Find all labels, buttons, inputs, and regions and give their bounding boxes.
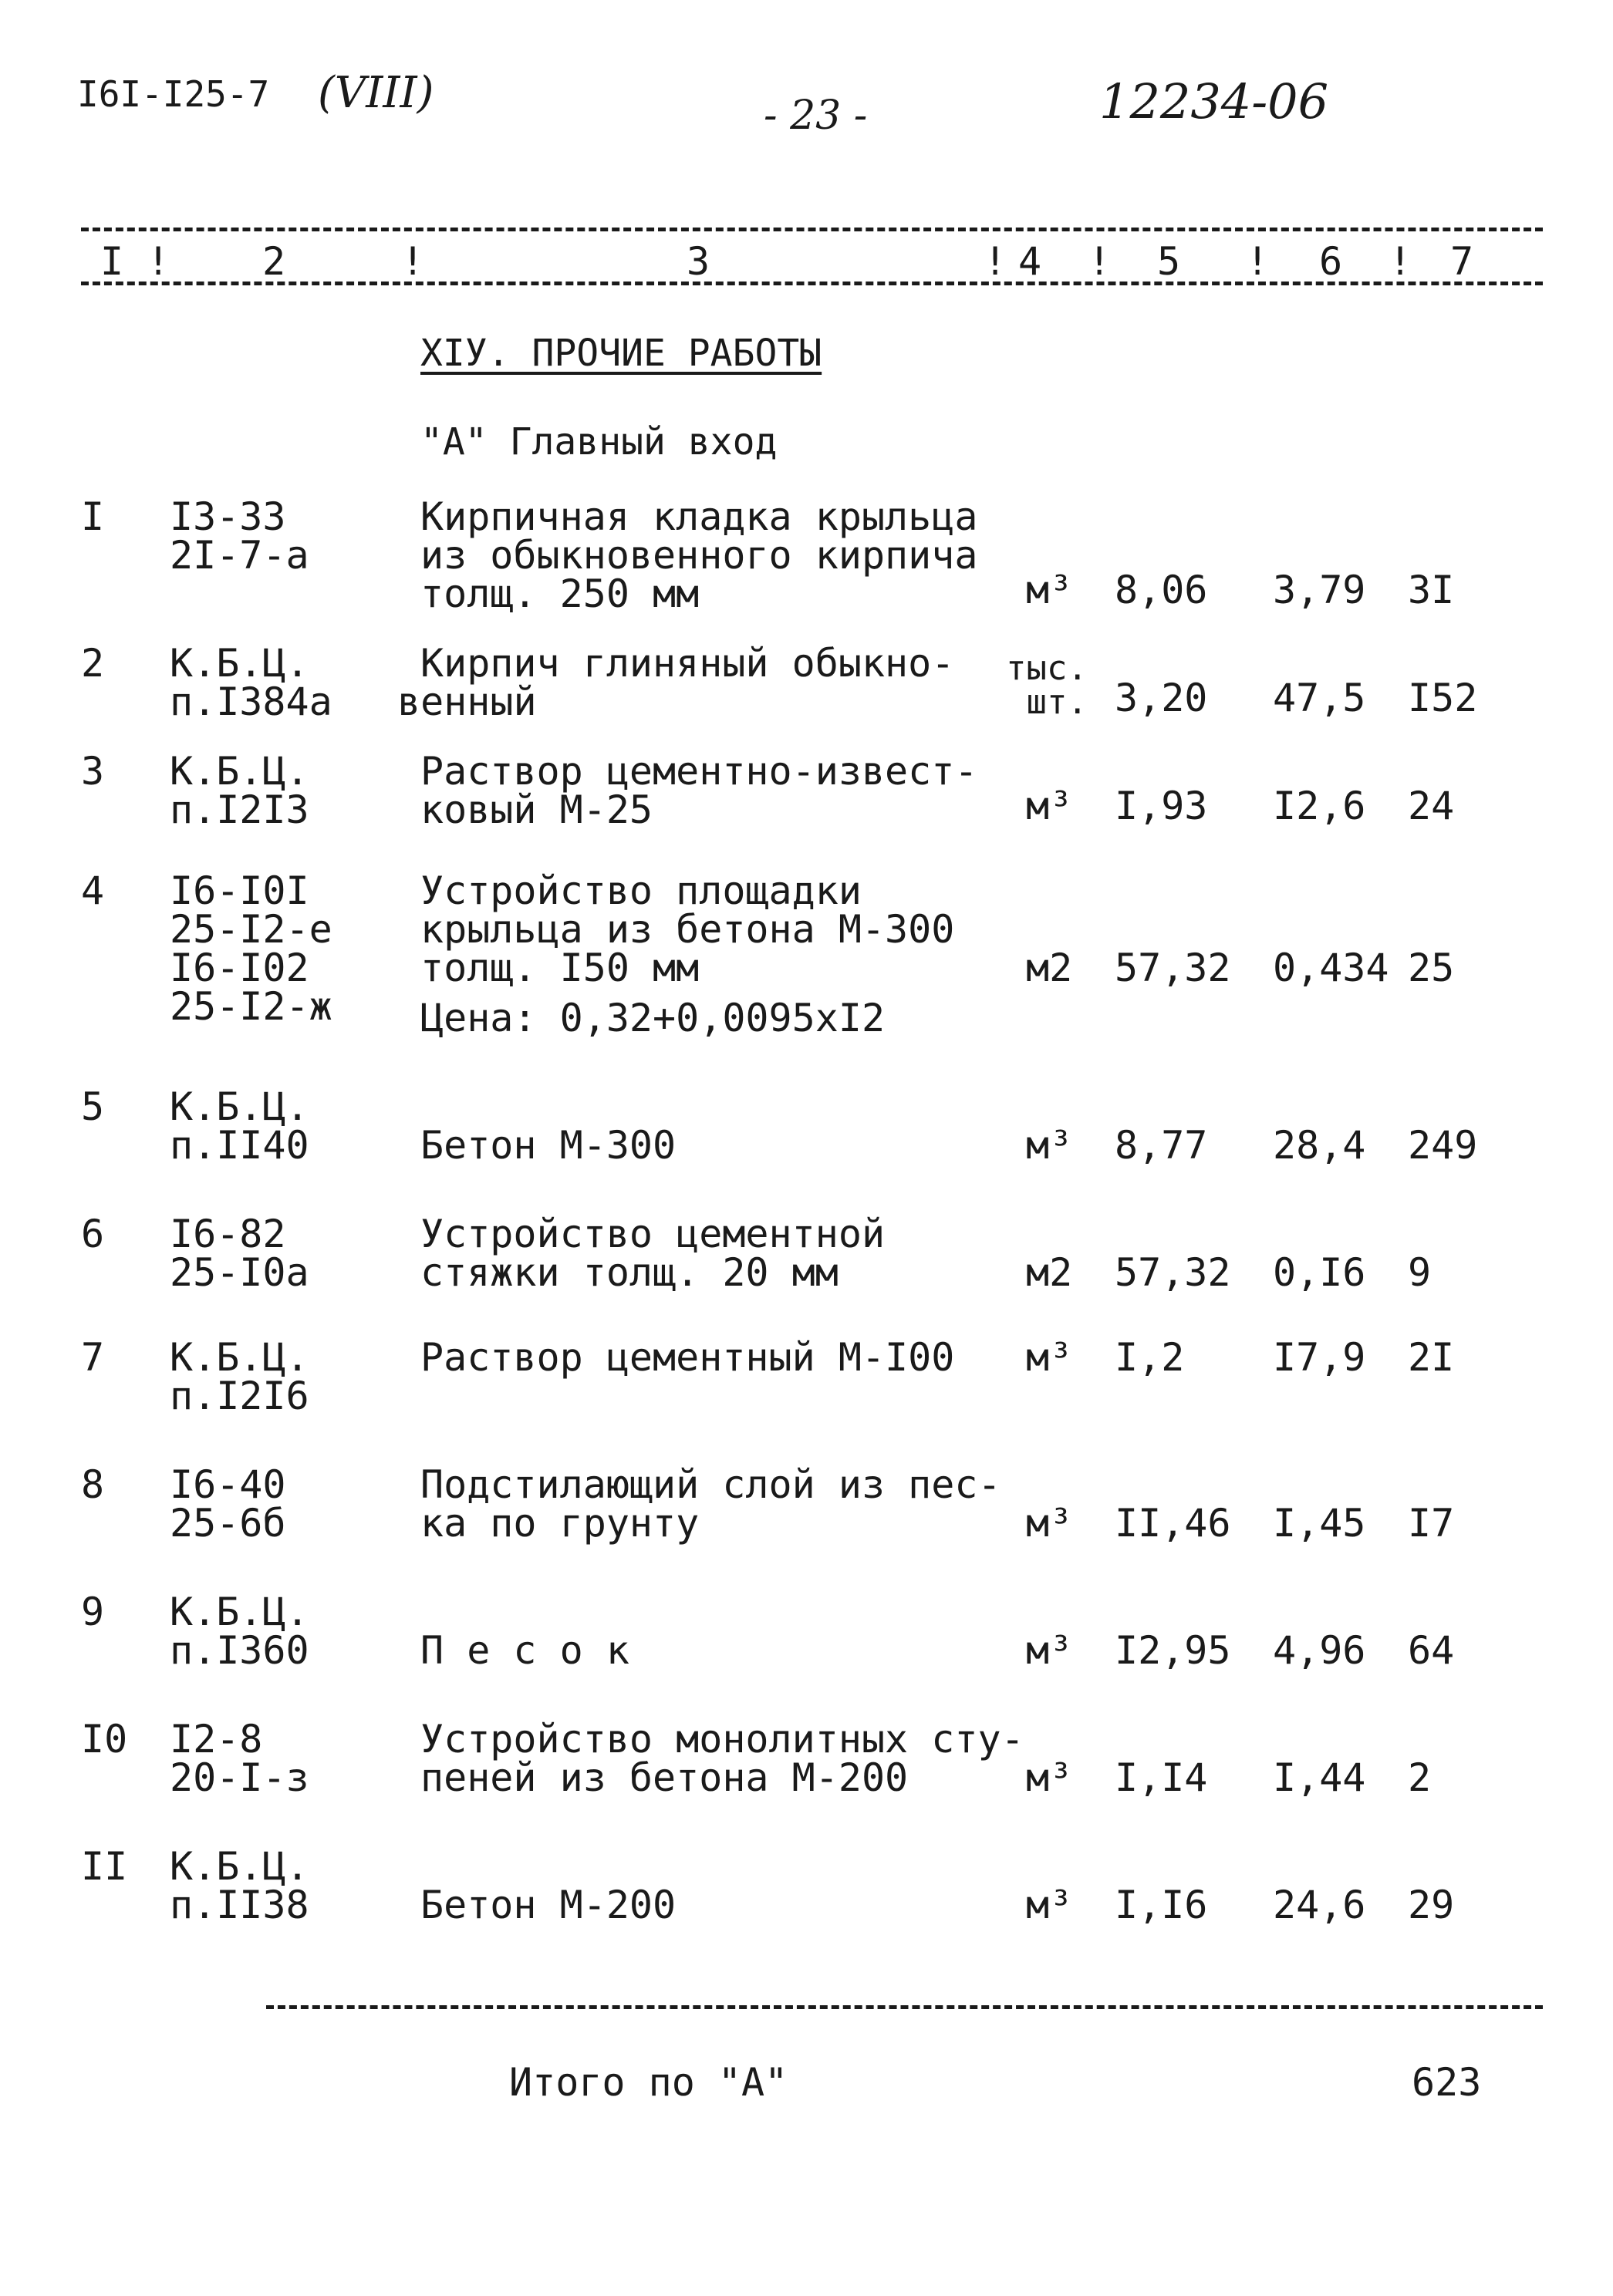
- row-quantity: 8,77: [1115, 1123, 1208, 1168]
- row-description: Устройство цементной стяжки толщ. 20 мм: [420, 1212, 886, 1295]
- row-total: 2I: [1408, 1335, 1455, 1380]
- row-quantity: I,I4: [1115, 1755, 1208, 1800]
- row-code: I6-I0I 25-I2-е I6-I02 25-I2-ж: [170, 868, 332, 1029]
- section-title: XIУ. ПРОЧИЕ РАБОТЫ: [420, 332, 822, 375]
- row-quantity: 3,20: [1115, 676, 1208, 720]
- document-code: I6I-I25-7: [77, 73, 270, 115]
- row-description: Устройство монолитных сту- пеней из бетона М-200: [420, 1717, 1024, 1800]
- row-number: 7: [81, 1335, 105, 1380]
- column-separator: !: [1389, 239, 1412, 284]
- row-total: 3I: [1408, 568, 1455, 612]
- row-unit-price: 3,79: [1273, 568, 1366, 612]
- row-number: 2: [81, 641, 105, 686]
- row-description: Бетон М-300: [420, 1123, 677, 1168]
- row-total: 9: [1408, 1250, 1432, 1295]
- row-description: Бетон М-200: [420, 1883, 677, 1927]
- row-unit-price: 24,6: [1273, 1883, 1366, 1927]
- column-number-6: 6: [1319, 239, 1343, 284]
- row-total: 2: [1408, 1755, 1432, 1800]
- page-number: - 23 -: [764, 93, 868, 139]
- row-unit: тыс. шт.: [1006, 649, 1088, 722]
- total-label: Итого по "А": [509, 2060, 788, 2105]
- row-quantity: I,93: [1115, 784, 1208, 828]
- column-number-2: 2: [262, 239, 286, 284]
- row-number: I0: [81, 1717, 128, 1762]
- row-total: 25: [1408, 946, 1455, 990]
- row-unit: м³: [1026, 1628, 1073, 1673]
- register-number: 12234-06: [1099, 73, 1329, 130]
- row-description: Раствор цементный М-I00: [420, 1335, 955, 1380]
- column-number-5: 5: [1157, 239, 1181, 284]
- row-unit-price: 4,96: [1273, 1628, 1366, 1673]
- row-description: П е с о к: [420, 1628, 629, 1673]
- column-separator: !: [984, 239, 1007, 284]
- row-description: Устройство площадки крыльца из бетона М-300 толщ. I50 мм: [420, 868, 955, 990]
- row-unit: м³: [1026, 1335, 1073, 1380]
- row-unit-price: 28,4: [1273, 1123, 1366, 1168]
- column-number-1: I: [100, 239, 124, 284]
- row-code: К.Б.Ц. п.II40: [170, 1084, 309, 1168]
- row-unit: м³: [1026, 568, 1073, 612]
- row-quantity: I,2: [1115, 1335, 1185, 1380]
- row-description: Кирпичная кладка крыльца из обыкновенного кирпича толщ. 250 мм: [420, 494, 978, 616]
- row-total: I7: [1408, 1501, 1455, 1546]
- column-separator: !: [1246, 239, 1270, 284]
- row-total: 64: [1408, 1628, 1455, 1673]
- row-quantity: I,I6: [1115, 1883, 1208, 1927]
- row-code: К.Б.Ц. п.I360: [170, 1590, 309, 1673]
- volume-mark: (VIII): [318, 68, 434, 118]
- row-number: 5: [81, 1084, 105, 1129]
- row-price-formula: Цена: 0,32+0,0095хI2: [420, 996, 886, 1040]
- row-quantity: 57,32: [1115, 946, 1231, 990]
- column-number-4: 4: [1018, 239, 1042, 284]
- row-total: I52: [1408, 676, 1478, 720]
- row-unit-price: I,44: [1273, 1755, 1366, 1800]
- row-quantity: 57,32: [1115, 1250, 1231, 1295]
- row-description: Раствор цементно-извест- ковый М-25: [420, 749, 978, 832]
- column-separator: !: [401, 239, 425, 284]
- row-code: I2-8 20-I-з: [170, 1717, 309, 1800]
- row-total: 29: [1408, 1883, 1455, 1927]
- grand-total: 623: [1412, 2060, 1482, 2105]
- row-unit: м³: [1026, 1755, 1073, 1800]
- header-top-rule: [81, 228, 1543, 231]
- row-unit-price: I2,6: [1273, 784, 1366, 828]
- row-unit: м2: [1026, 1250, 1073, 1295]
- row-number: 9: [81, 1590, 105, 1634]
- row-code: К.Б.Ц. п.I2I3: [170, 749, 309, 832]
- row-number: 6: [81, 1212, 105, 1256]
- column-separator: !: [147, 239, 170, 284]
- row-unit-price: I7,9: [1273, 1335, 1366, 1380]
- row-unit: м³: [1026, 1501, 1073, 1546]
- row-number: I: [81, 494, 105, 539]
- row-total: 249: [1408, 1123, 1478, 1168]
- column-number-3: 3: [687, 239, 710, 284]
- row-unit-price: 0,I6: [1273, 1250, 1366, 1295]
- row-unit-price: 47,5: [1273, 676, 1366, 720]
- row-code: К.Б.Ц. п.I2I6: [170, 1335, 309, 1418]
- total-separator-rule: [266, 2005, 1543, 2009]
- row-unit: м³: [1026, 1123, 1073, 1168]
- row-quantity: 8,06: [1115, 568, 1208, 612]
- row-unit-price: 0,434: [1273, 946, 1389, 990]
- row-number: 8: [81, 1462, 105, 1507]
- row-code: К.Б.Ц. п.II38: [170, 1844, 309, 1927]
- row-total: 24: [1408, 784, 1455, 828]
- subsection-title: "А" Главный вход: [420, 420, 778, 464]
- row-unit: м³: [1026, 1883, 1073, 1927]
- row-unit: м2: [1026, 946, 1073, 990]
- column-number-7: 7: [1450, 239, 1474, 284]
- row-code: К.Б.Ц. п.I384а: [170, 641, 332, 724]
- row-quantity: II,46: [1115, 1501, 1231, 1546]
- row-quantity: I2,95: [1115, 1628, 1231, 1673]
- row-unit: м³: [1026, 784, 1073, 828]
- row-code: I3-33 2I-7-а: [170, 494, 309, 578]
- row-description: Подстилающий слой из пес- ка по грунту: [420, 1462, 1001, 1546]
- row-code: I6-82 25-I0а: [170, 1212, 309, 1295]
- column-separator: !: [1088, 239, 1112, 284]
- row-description: Кирпич глиняный обыкно- венный: [397, 641, 955, 724]
- row-code: I6-40 25-6б: [170, 1462, 286, 1546]
- row-number: 3: [81, 749, 105, 794]
- row-unit-price: I,45: [1273, 1501, 1366, 1546]
- row-number: II: [81, 1844, 128, 1889]
- row-number: 4: [81, 868, 105, 913]
